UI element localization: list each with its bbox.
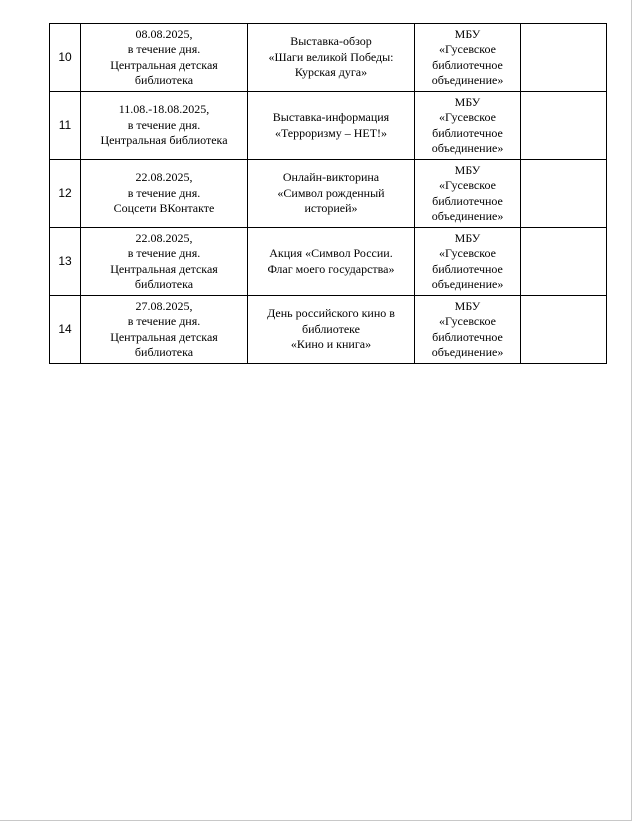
organizer-cell xyxy=(415,228,521,296)
event-title-line: историей» xyxy=(304,201,358,216)
note-cell xyxy=(521,228,607,296)
events-table xyxy=(49,23,607,364)
table-row xyxy=(50,296,607,364)
organizer-line: МБУ xyxy=(454,298,481,313)
organizer-line: МБУ xyxy=(454,162,481,177)
date-venue-line: 11.08.-18.08.2025, xyxy=(118,102,210,117)
date-venue-line: Центральная детская xyxy=(110,329,218,344)
date-venue-line: в течение дня. xyxy=(127,185,201,200)
event-title-cell xyxy=(248,24,415,92)
event-title-cell xyxy=(248,296,415,364)
organizer-line: объединение» xyxy=(431,141,504,155)
date-venue-line: в течение дня. xyxy=(127,42,201,56)
event-title-line: Флаг моего государства» xyxy=(267,261,395,276)
date-venue-line: в течение дня. xyxy=(127,314,201,328)
organizer-cell xyxy=(415,24,521,92)
organizer-line: МБУ xyxy=(454,94,481,109)
row-number-cell: 13 xyxy=(50,228,81,296)
organizer-line: МБУ xyxy=(454,26,481,41)
organizer-line: библиотечное xyxy=(432,329,503,344)
note-cell xyxy=(521,296,607,364)
organizer-line: библиотечное xyxy=(432,125,503,140)
note-cell xyxy=(521,92,607,160)
event-title-line: Онлайн-викторина xyxy=(282,170,380,185)
organizer-line: библиотечное xyxy=(432,193,503,208)
table-row xyxy=(50,228,607,296)
event-title-line: Выставка-информация xyxy=(272,110,390,124)
row-number-cell: 11 xyxy=(50,92,81,160)
date-venue-cell xyxy=(81,24,248,92)
event-title-cell xyxy=(248,228,415,296)
organizer-line: «Гусевское xyxy=(439,178,496,192)
organizer-line: «Гусевское xyxy=(439,110,496,124)
date-venue-cell xyxy=(81,160,248,228)
row-number-cell: 10 xyxy=(50,24,81,92)
date-venue-line: Центральная детская xyxy=(110,261,218,276)
event-title-line: «Терроризму – НЕТ!» xyxy=(274,125,388,140)
events-table-body xyxy=(50,24,607,364)
organizer-line: МБУ xyxy=(454,230,481,245)
date-venue-cell xyxy=(81,92,248,160)
date-venue-cell xyxy=(81,296,248,364)
organizer-line: «Гусевское xyxy=(439,314,496,328)
date-venue-line: Соцсети ВКонтакте xyxy=(113,201,215,216)
organizer-line: библиотечное xyxy=(432,261,503,276)
event-title-line: «Кино и книга» xyxy=(290,337,372,352)
table-row xyxy=(50,160,607,228)
date-venue-line: Центральная библиотека xyxy=(100,133,228,148)
organizer-line: объединение» xyxy=(431,73,504,87)
organizer-line: «Гусевское xyxy=(439,246,496,260)
date-venue-line: 22.08.2025, xyxy=(135,170,193,185)
note-cell xyxy=(521,24,607,92)
organizer-cell xyxy=(415,92,521,160)
event-title-line: библиотеке xyxy=(301,321,360,336)
date-venue-line: в течение дня. xyxy=(127,117,201,132)
date-venue-line: библиотека xyxy=(134,73,194,87)
date-venue-line: 22.08.2025, xyxy=(135,230,193,245)
organizer-cell xyxy=(415,160,521,228)
date-venue-cell xyxy=(81,228,248,296)
table-row xyxy=(50,24,607,92)
date-venue-line: Центральная детская xyxy=(110,57,218,72)
date-venue-line: 27.08.2025, xyxy=(135,298,193,313)
date-venue-line: библиотека xyxy=(134,345,194,359)
organizer-line: объединение» xyxy=(431,209,504,223)
event-title-line: «Шаги великой Победы: xyxy=(268,49,394,64)
date-venue-line: в течение дня. xyxy=(127,246,201,260)
organizer-line: объединение» xyxy=(431,345,504,359)
note-cell xyxy=(521,160,607,228)
event-title-line: Акция «Символ России. xyxy=(269,246,393,260)
event-title-cell xyxy=(248,92,415,160)
event-title-line: «Символ рожденный xyxy=(277,185,385,200)
row-number-cell: 12 xyxy=(50,160,81,228)
event-title-cell xyxy=(248,160,415,228)
organizer-line: объединение» xyxy=(431,277,504,291)
organizer-line: библиотечное xyxy=(432,57,503,72)
event-title-line: День российского кино в xyxy=(267,306,395,321)
row-number-cell: 14 xyxy=(50,296,81,364)
event-title-line: Выставка-обзор xyxy=(290,34,372,49)
organizer-cell xyxy=(415,296,521,364)
date-venue-line: библиотека xyxy=(134,277,194,291)
date-venue-line: 08.08.2025, xyxy=(135,26,193,41)
table-row xyxy=(50,92,607,160)
organizer-line: «Гусевское xyxy=(439,42,496,56)
event-title-line: Курская дуга» xyxy=(294,65,368,80)
